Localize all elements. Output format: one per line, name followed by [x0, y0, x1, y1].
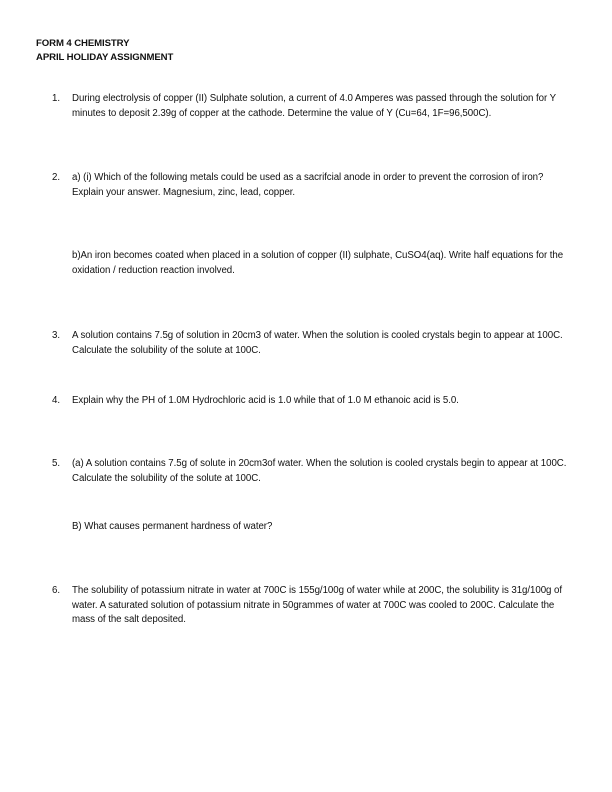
question-number: 5.	[52, 458, 60, 469]
question-text: a) (i) Which of the following metals could be used as a sacrifcial anode in order to prevent the corrosion of iron? Explain your answer. Magnesium, zinc, lead, copper.	[72, 172, 544, 198]
question-5-part-b: B) What causes permanent hardness of water?	[72, 521, 273, 532]
question-4	[52, 394, 568, 409]
document-header	[36, 37, 173, 65]
question-3	[52, 329, 568, 358]
question-text: Explain why the PH of 1.0M Hydrochloric acid is 1.0 while that of 1.0 M ethanoic acid is 5.0.	[72, 395, 459, 406]
question-5	[52, 457, 568, 486]
question-text: The solubility of potassium nitrate in water at 700C is 155g/100g of water while at 200C, the solubility is 31g/100g of water. A saturated solution of potassium nitrate in 50grammes of water at 700C was cooled to 200C. Calculate the mass of the salt deposited.	[72, 585, 563, 625]
question-number: 6.	[52, 585, 60, 596]
question-2-part-b: b)An iron becomes coated when placed in a solution of copper (II) sulphate, CuSO4(aq). Write half equations for the oxidation / reduction reaction involved.	[72, 250, 564, 276]
question-text: A solution contains 7.5g of solution in 20cm3 of water. When the solution is cooled crystals begin to appear at 100C. Calculate the solubility of the solute at 100C.	[72, 330, 563, 356]
question-text: During electrolysis of copper (II) Sulphate solution, a current of 4.0 Amperes was passed through the solution for Y minutes to deposit 2.39g of copper at the cathode. Determine the value of Y (Cu=64, 1F=96,500C).	[72, 93, 556, 119]
question-6	[52, 584, 568, 628]
question-number: 2.	[52, 172, 60, 183]
question-number: 1.	[52, 93, 60, 104]
question-text: (a) A solution contains 7.5g of solute in 20cm3of water. When the solution is cooled crystals begin to appear at 100C. Calculate the solubility of the solute at 100C.	[72, 458, 567, 484]
question-number: 4.	[52, 395, 60, 406]
question-2	[52, 171, 568, 200]
question-1	[52, 92, 568, 121]
assignment-title: APRIL HOLIDAY ASSIGNMENT	[36, 52, 174, 63]
question-number: 3.	[52, 330, 60, 341]
course-title: FORM 4 CHEMISTRY	[36, 38, 130, 49]
